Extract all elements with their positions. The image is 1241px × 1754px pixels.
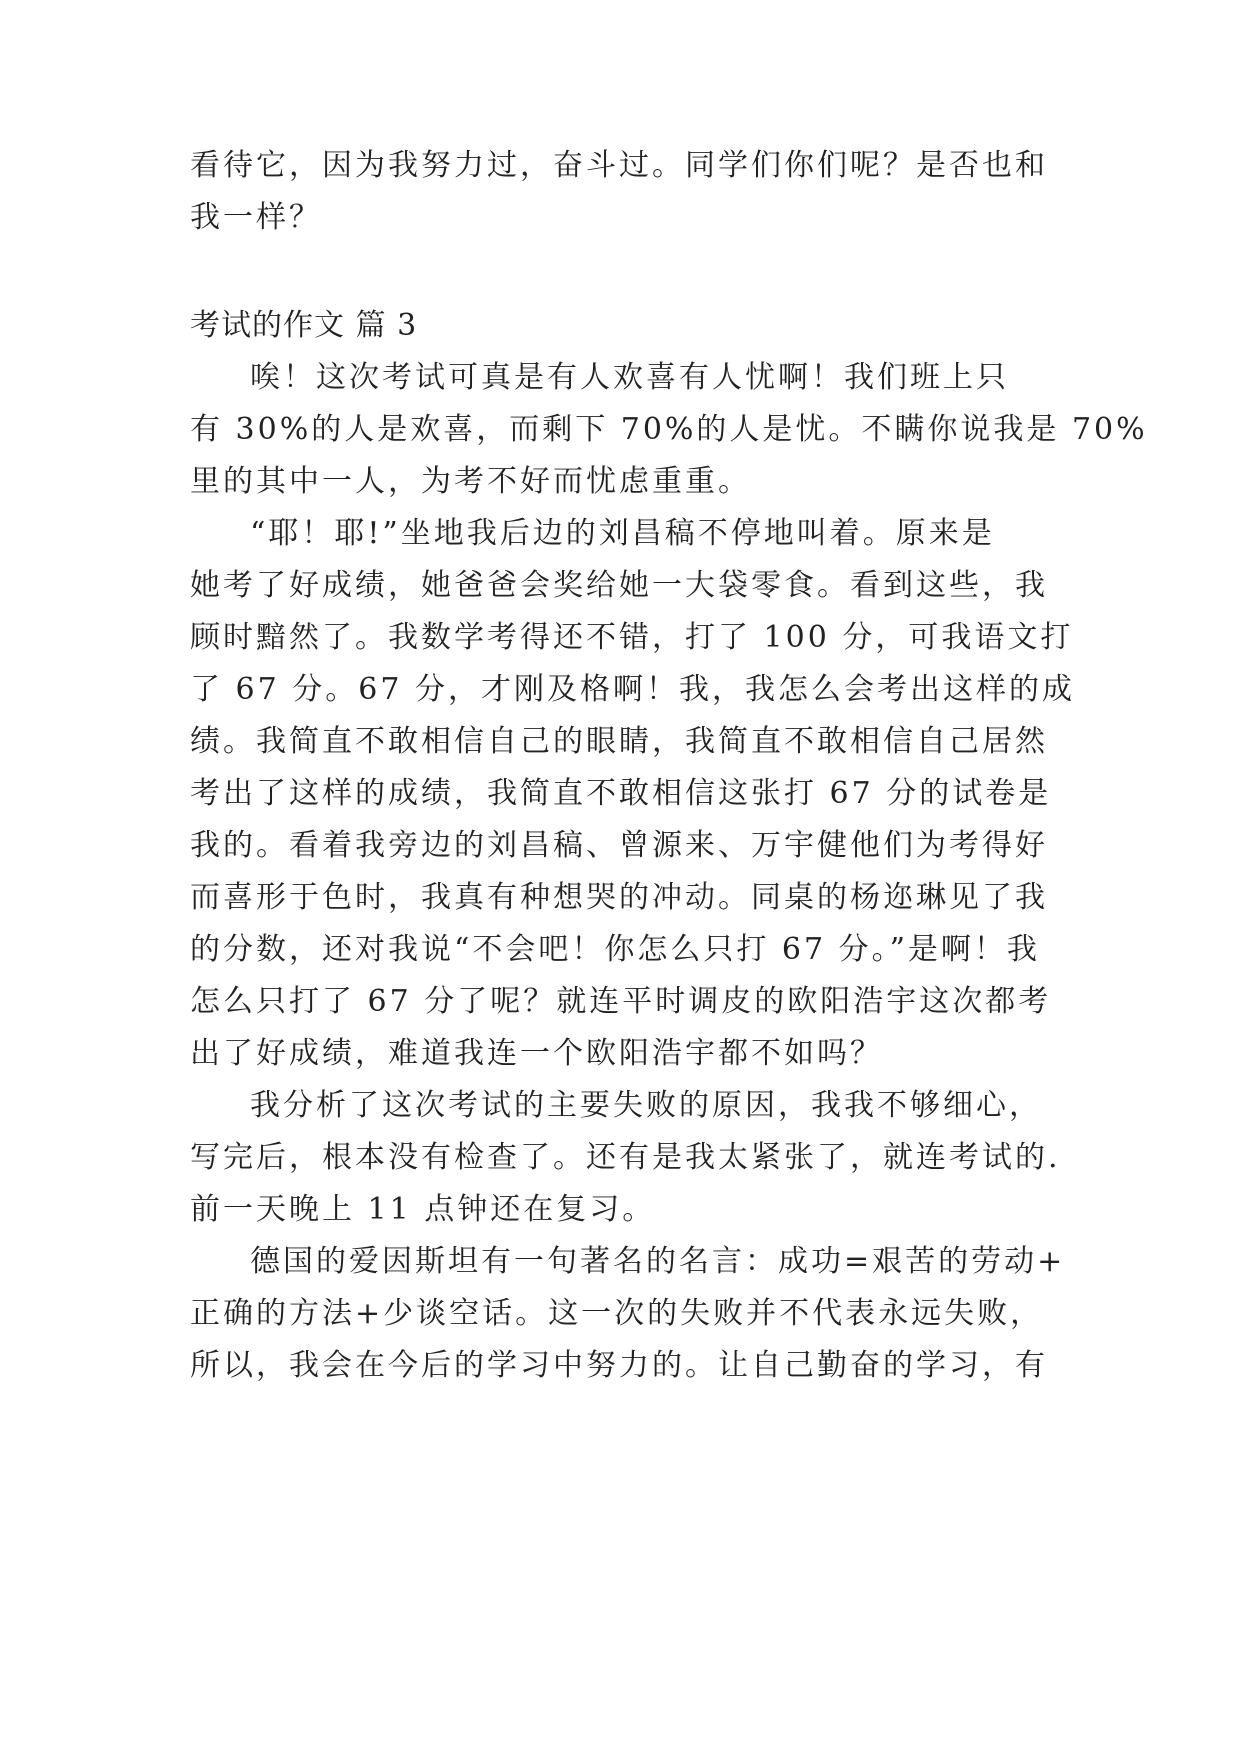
text-line: “耶！耶!”坐地我后边的刘昌稿不停地叫着。原来是 bbox=[250, 516, 995, 551]
text-line: 怎么只打了 67 分了呢？就连平时调皮的欧阳浩宇这次都考 bbox=[190, 984, 1052, 1019]
text-line: 她考了好成绩，她爸爸会奖给她一大袋零食。看到这些，我 bbox=[190, 568, 1048, 603]
text-line: 了 67 分。67 分，才刚及格啊！我，我怎么会考出这样的成 bbox=[190, 672, 1075, 707]
text-line: 前一天晚上 11 点钟还在复习。 bbox=[190, 1192, 656, 1227]
text-line: 绩。我简直不敢相信自己的眼睛，我简直不敢相信自己居然 bbox=[190, 724, 1048, 759]
text-line: 看待它，因为我努力过，奋斗过。同学们你们呢？是否也和 bbox=[190, 148, 1048, 183]
text-line: 顾时黯然了。我数学考得还不错，打了 100 分，可我语文打 bbox=[190, 620, 1074, 655]
text-line: 唉！这次考试可真是有人欢喜有人忧啊！我们班上只 bbox=[250, 360, 1009, 395]
text-line: 德国的爱因斯坦有一句著名的名言：成功=艰苦的劳动+ bbox=[250, 1244, 1066, 1279]
text-line: 我一样？ bbox=[190, 200, 322, 235]
text-line: 出了好成绩，难道我连一个欧阳浩宇都不如吗？ bbox=[190, 1036, 883, 1071]
text-line: 我分析了这次考试的主要失败的原因，我我不够细心， bbox=[250, 1088, 1042, 1123]
text-line: 而喜形于色时，我真有种想哭的冲动。同桌的杨迩琳见了我 bbox=[190, 880, 1048, 915]
text-line: 所以，我会在今后的学习中努力的。让自己勤奋的学习，有 bbox=[190, 1348, 1048, 1383]
text-line: 里的其中一人，为考不好而忧虑重重。 bbox=[190, 464, 751, 499]
text-line: 考出了这样的成绩，我简直不敢相信这张打 67 分的试卷是 bbox=[190, 776, 1052, 811]
text-line: 写完后，根本没有检查了。还有是我太紧张了，就连考试的. bbox=[190, 1140, 1061, 1175]
section-heading: 考试的作文 篇 3 bbox=[190, 308, 418, 343]
text-line: 我的。看着我旁边的刘昌稿、曾源来、万宇健他们为考得好 bbox=[190, 828, 1048, 863]
text-line: 的分数，还对我说“不会吧！你怎么只打 67 分。”是啊！我 bbox=[190, 932, 1040, 967]
text-line: 正确的方法+少谈空话。这一次的失败并不代表永远失败， bbox=[190, 1296, 1044, 1331]
text-line: 有 30%的人是欢喜，而剩下 70%的人是忧。不瞒你说我是 70% bbox=[190, 412, 1148, 447]
